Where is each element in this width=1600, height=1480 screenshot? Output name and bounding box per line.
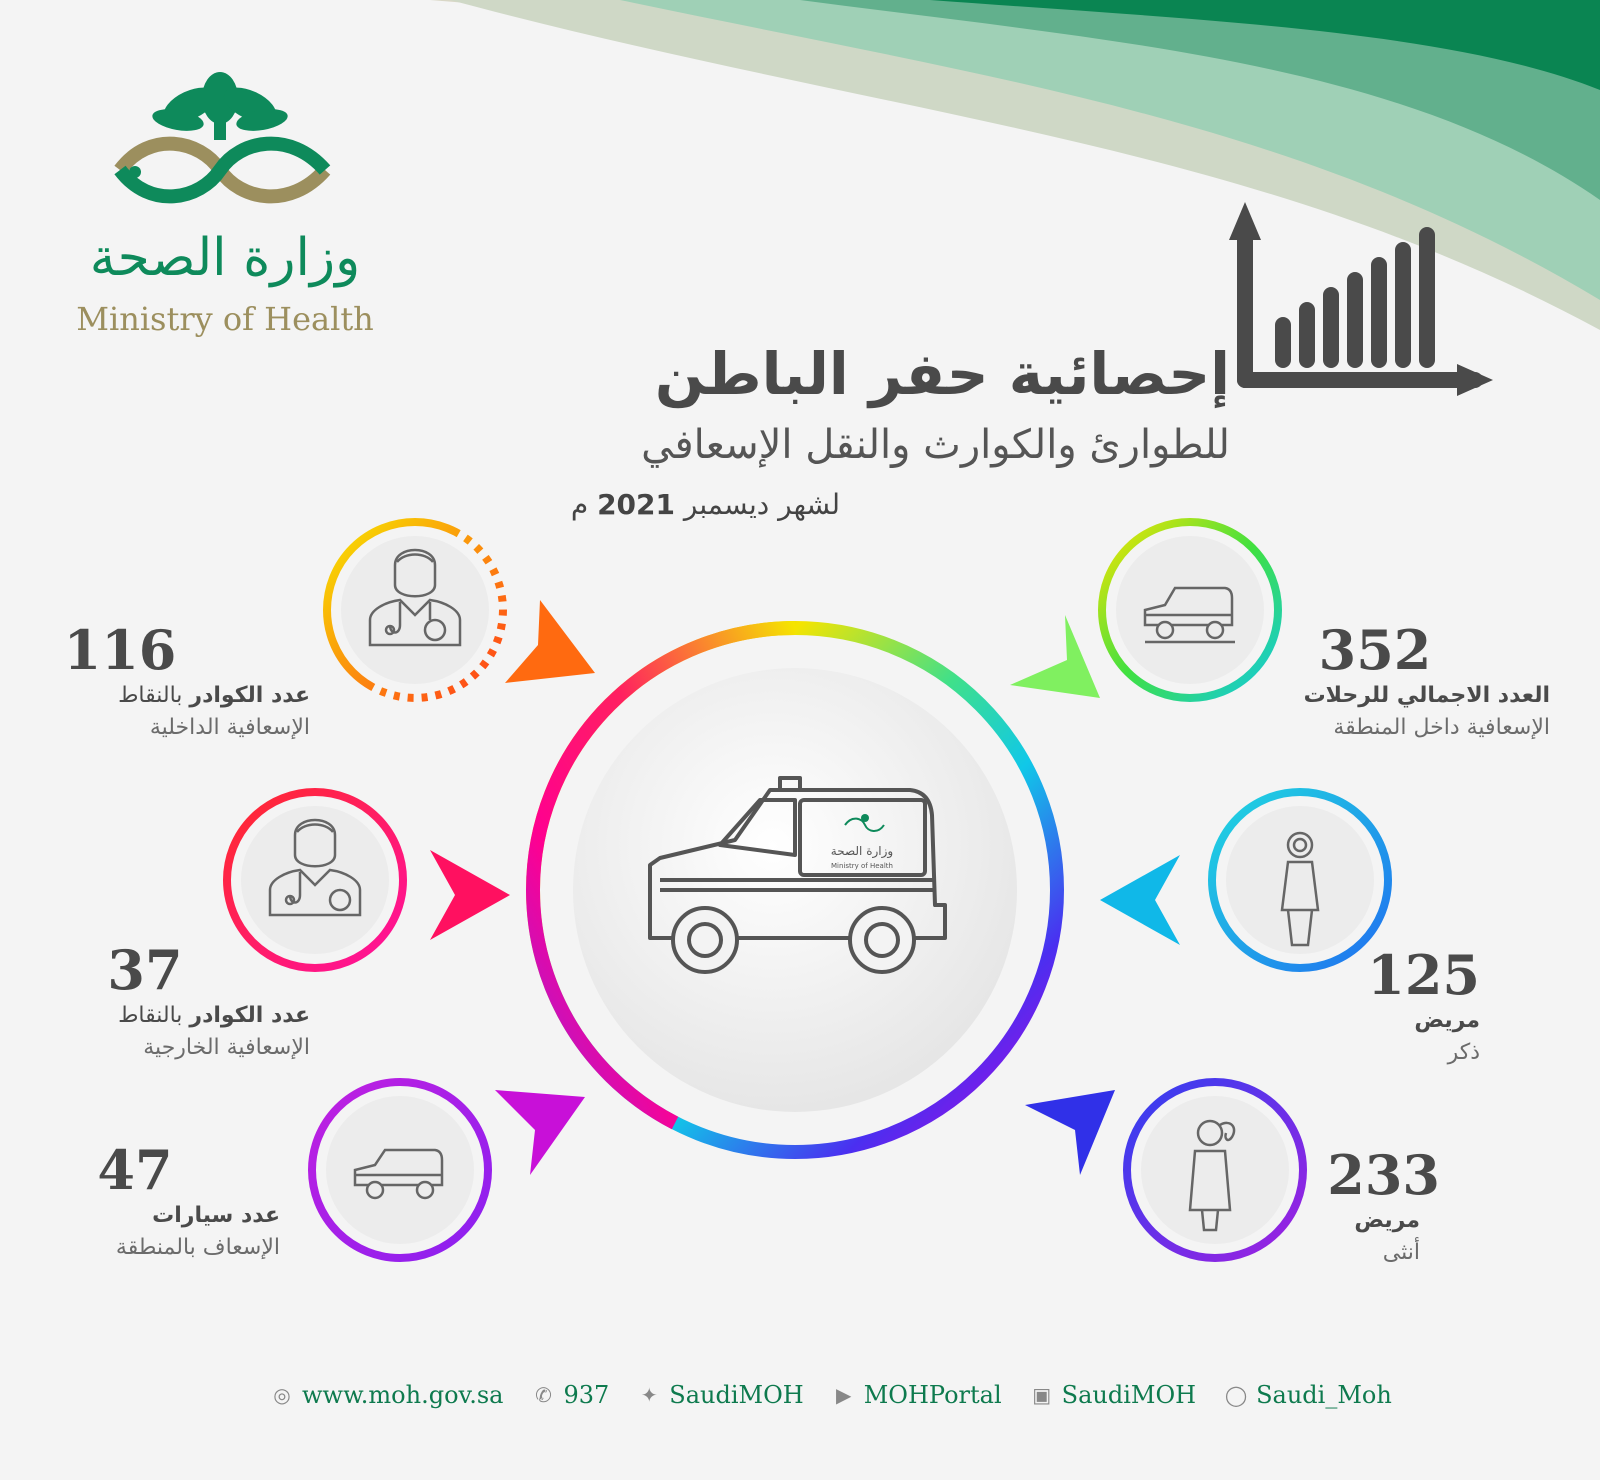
left-arrow-3 [490, 1085, 590, 1180]
male-patient-icon [1270, 830, 1330, 950]
logo-arabic-name: وزارة الصحة [89, 228, 361, 288]
footer-website[interactable] [270, 1381, 503, 1409]
ambulance-badge-arabic: وزارة الصحة [830, 844, 894, 858]
growth-chart-icon [1195, 200, 1495, 410]
snapchat-text: Saudi_Moh [1256, 1381, 1392, 1409]
phone-icon: ✆ [535, 1383, 552, 1407]
stat-label-line2: الإسعافية الخارجية [143, 1035, 310, 1060]
stat-label-line2: الإسعافية داخل المنطقة [1333, 715, 1550, 740]
stat-value: 116 [63, 618, 177, 682]
report-period [470, 488, 840, 521]
period-suffix: م [570, 488, 589, 521]
facebook-text: SaudiMOH [1061, 1381, 1197, 1409]
stat-label-bold: عدد الكوادر [189, 683, 310, 708]
youtube-text: MOHPortal [863, 1381, 1002, 1409]
globe-icon: ◎ [273, 1383, 291, 1407]
female-patient-icon [1180, 1115, 1250, 1235]
stat-label-line2: الإسعاف بالمنطقة [115, 1235, 280, 1260]
period-prefix: لشهر ديسمبر [683, 488, 840, 521]
footer-facebook[interactable] [1030, 1381, 1196, 1409]
stat-label-bold: العدد الاجمالي للرحلات [1303, 683, 1550, 708]
stat-male-patients [1340, 945, 1480, 1069]
period-year: 2021 [597, 488, 675, 521]
footer-contacts [270, 1375, 1392, 1415]
right-arrow-2 [1095, 850, 1185, 950]
ambulance-illustration [640, 770, 970, 1000]
ambulance-badge-english: Ministry of Health [831, 862, 893, 870]
stat-external-staff [40, 940, 310, 1064]
youtube-icon: ▶ [836, 1383, 852, 1407]
stat-value: 233 [1327, 1143, 1440, 1207]
stat-label-rest: بالنقاط [118, 683, 183, 708]
doctor-icon [265, 810, 365, 920]
footer-youtube[interactable] [832, 1381, 1002, 1409]
page-title: إحصائية حفر الباطن [654, 340, 1230, 408]
phone-text: 937 [563, 1381, 610, 1409]
stat-value: 352 [1318, 618, 1432, 682]
ambulance-icon [350, 1145, 450, 1205]
stat-internal-staff [40, 620, 310, 744]
left-arrow-2 [425, 845, 515, 945]
stat-value: 37 [107, 938, 183, 1002]
stat-label-bold: مريض [1414, 1008, 1480, 1033]
stat-label-line2: أنثى [1382, 1240, 1420, 1265]
snapchat-icon: ◯ [1224, 1383, 1248, 1407]
stat-female-patients [1290, 1145, 1440, 1269]
right-arrow-1 [1005, 610, 1105, 705]
footer-twitter[interactable] [637, 1381, 803, 1409]
website-text: www.moh.gov.sa [302, 1381, 504, 1409]
stat-label-line2: ذكر [1447, 1040, 1480, 1065]
ambulance-icon [1140, 580, 1240, 650]
stat-label-bold: عدد سيارات [152, 1203, 280, 1228]
stat-total-trips [1240, 620, 1550, 744]
logo-english-name: Ministry of Health [76, 300, 374, 338]
footer-snapchat[interactable] [1224, 1381, 1392, 1409]
stat-label-bold: عدد الكوادر [189, 1003, 310, 1028]
page-subtitle: للطوارئ والكوارث والنقل الإسعافي [641, 422, 1230, 468]
facebook-icon: ▣ [1032, 1383, 1052, 1407]
footer-phone[interactable] [531, 1381, 609, 1409]
stat-value: 125 [1367, 943, 1480, 1007]
stat-label-line2: الإسعافية الداخلية [149, 715, 310, 740]
twitter-text: SaudiMOH [669, 1381, 804, 1409]
doctor-icon [365, 540, 465, 650]
stat-ambulance-count [40, 1140, 280, 1264]
twitter-icon: ✦ [640, 1383, 658, 1407]
stat-value: 47 [97, 1138, 173, 1202]
right-arrow-3 [1020, 1085, 1120, 1180]
stat-label-bold: مريض [1354, 1208, 1420, 1233]
stat-label-rest: بالنقاط [118, 1003, 183, 1028]
left-arrow-1 [500, 595, 600, 690]
